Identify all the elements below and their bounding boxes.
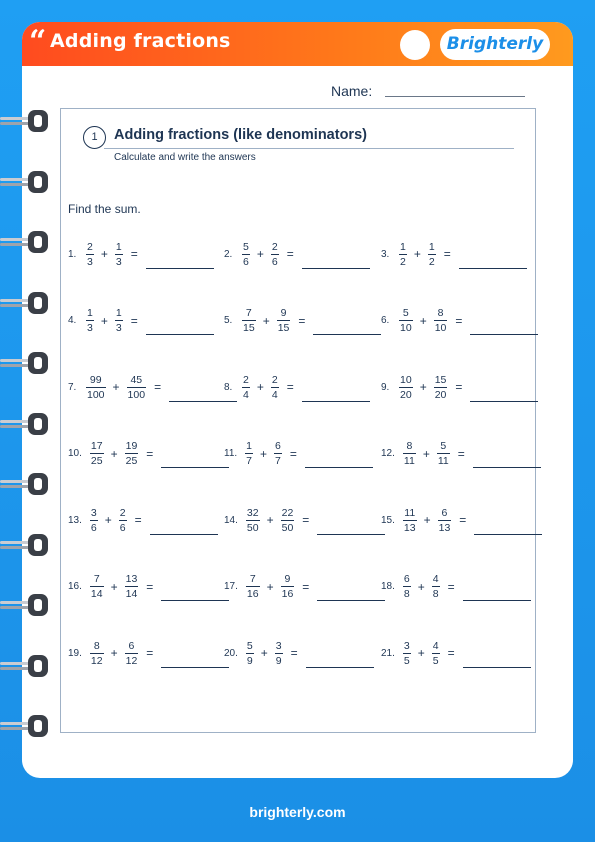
problem-number: 6.	[381, 315, 390, 326]
denominator: 13	[403, 521, 416, 534]
numerator: 5	[246, 639, 253, 652]
problem-item	[68, 434, 229, 474]
numerator: 1	[400, 240, 406, 253]
numerator: 5	[440, 440, 447, 452]
fraction-b	[271, 374, 279, 401]
denominator: 13	[438, 521, 451, 534]
spiral-ring-icon	[0, 411, 52, 437]
denominator: 15	[243, 322, 255, 334]
denominator: 6	[243, 255, 249, 268]
numerator: 8	[93, 639, 100, 652]
plus-sign: +	[256, 380, 264, 394]
answer-field[interactable]	[161, 453, 229, 468]
problem-number: 21.	[381, 647, 395, 659]
answer-field[interactable]	[302, 254, 370, 269]
spiral-ring-icon	[0, 713, 52, 739]
fraction-b	[432, 573, 440, 600]
plus-sign: +	[112, 380, 120, 394]
numerator: 7	[245, 307, 252, 319]
denominator: 25	[125, 455, 138, 467]
answer-field[interactable]	[317, 520, 385, 535]
fraction-a	[245, 440, 253, 467]
problem-number: 8.	[224, 381, 233, 393]
answer-field[interactable]	[161, 653, 229, 668]
plus-sign: +	[417, 646, 425, 660]
denominator: 8	[432, 588, 439, 600]
denominator: 50	[246, 521, 259, 534]
denominator: 10	[434, 322, 447, 334]
numerator: 5	[243, 240, 249, 253]
problem-item	[381, 301, 538, 341]
fraction-a	[86, 374, 106, 401]
fraction-b	[434, 307, 448, 334]
numerator: 9	[284, 573, 291, 585]
numerator: 4	[432, 639, 439, 652]
denominator: 8	[403, 588, 410, 600]
equals-sign: =	[286, 247, 294, 261]
answer-field[interactable]	[146, 254, 214, 269]
worksheet-title	[29, 24, 231, 59]
problem-item	[68, 234, 214, 274]
equals-sign: =	[302, 513, 310, 527]
spiral-ring-icon	[0, 229, 52, 255]
fraction-b	[277, 307, 291, 334]
fraction-a	[90, 573, 104, 600]
problem-item	[381, 367, 538, 407]
answer-field[interactable]	[473, 453, 541, 468]
denominator: 11	[403, 455, 415, 467]
numerator: 2	[87, 240, 93, 253]
fraction-b	[434, 374, 448, 401]
numerator: 3	[90, 506, 97, 519]
plus-sign: +	[422, 446, 430, 461]
problem-item	[381, 500, 542, 540]
fraction-b	[438, 507, 452, 534]
plus-sign: +	[104, 513, 112, 527]
denominator: 50	[281, 521, 294, 534]
numerator: 11	[404, 506, 416, 519]
equals-sign: =	[286, 380, 294, 394]
equals-sign: =	[154, 380, 162, 394]
fraction-a	[90, 507, 98, 534]
numerator: 6	[128, 639, 135, 652]
fraction-a	[246, 573, 260, 600]
denominator: 14	[90, 588, 103, 600]
problem-number: 11.	[224, 448, 238, 459]
denominator: 25	[90, 455, 103, 467]
fraction-a	[242, 241, 250, 268]
problem-item	[68, 500, 218, 540]
equals-sign: =	[447, 579, 455, 594]
denominator: 2	[428, 255, 435, 268]
numerator: 6	[441, 506, 448, 519]
numerator: 5	[402, 307, 409, 319]
numerator: 22	[281, 506, 294, 519]
fraction-b	[125, 640, 139, 667]
name-label: Name:	[331, 83, 373, 99]
problem-number: 15.	[381, 514, 395, 526]
plus-sign: +	[260, 446, 268, 461]
fraction-b	[428, 241, 436, 268]
fraction-a	[403, 507, 417, 534]
answer-field[interactable]	[313, 320, 381, 335]
answer-field[interactable]	[306, 653, 374, 668]
spiral-ring-icon	[0, 532, 52, 558]
numerator: 7	[93, 573, 100, 585]
equals-sign: =	[455, 313, 463, 328]
equals-sign: =	[457, 446, 465, 461]
denominator: 6	[271, 255, 278, 268]
denominator: 6	[119, 521, 126, 534]
numerator: 1	[246, 440, 253, 452]
equals-sign: =	[130, 247, 138, 261]
answer-field[interactable]	[474, 520, 542, 535]
answer-field[interactable]	[161, 586, 229, 601]
answer-field[interactable]	[305, 453, 373, 468]
problem-number: 4.	[68, 315, 77, 326]
fraction-b	[281, 507, 295, 534]
numerator: 1	[115, 307, 122, 319]
problem-number: 19.	[68, 647, 82, 659]
problem-item	[224, 567, 385, 607]
numerator: 8	[406, 440, 413, 452]
equals-sign: =	[455, 380, 463, 394]
numerator: 3	[275, 639, 282, 652]
equals-sign: =	[146, 579, 154, 594]
equals-sign: =	[298, 313, 306, 328]
numerator: 3	[403, 639, 410, 652]
footer-website: brighterly.com	[249, 804, 346, 820]
answer-field[interactable]	[459, 254, 527, 269]
spiral-ring-icon	[0, 592, 52, 618]
fraction-b	[275, 640, 283, 667]
problem-number: 5.	[224, 315, 233, 326]
problem-number: 12.	[381, 448, 395, 459]
fraction-a	[403, 440, 416, 467]
plus-sign: +	[256, 247, 264, 261]
denominator: 12	[90, 654, 103, 667]
section-title: Adding fractions (like denominators)	[114, 127, 367, 143]
fraction-a	[90, 640, 104, 667]
spiral-ring-icon	[0, 471, 52, 497]
problem-item	[381, 633, 531, 673]
denominator: 12	[125, 654, 138, 667]
denominator: 4	[271, 388, 278, 401]
header-band	[22, 22, 573, 66]
fraction-a	[399, 241, 407, 268]
fraction-b	[437, 440, 450, 467]
plus-sign: +	[110, 646, 118, 660]
denominator: 14	[125, 588, 138, 600]
problem-number: 16.	[68, 581, 82, 592]
spiral-ring-icon	[0, 350, 52, 376]
problem-item	[224, 234, 370, 274]
numerator: 1	[115, 240, 122, 253]
spiral-ring-icon	[0, 653, 52, 679]
answer-field[interactable]	[463, 586, 531, 601]
denominator: 3	[115, 322, 122, 334]
fraction-a	[86, 241, 94, 268]
spiral-ring-icon	[0, 108, 52, 134]
denominator: 20	[434, 388, 447, 401]
problem-number: 13.	[68, 514, 82, 526]
denominator: 16	[246, 588, 259, 600]
plus-sign: +	[260, 646, 268, 660]
denominator: 5	[403, 654, 410, 667]
plus-sign: +	[419, 380, 427, 394]
section-number: 1	[83, 126, 106, 149]
denominator: 5	[432, 654, 439, 667]
fraction-a	[399, 374, 413, 401]
fraction-a	[90, 440, 104, 467]
fraction-b	[115, 307, 123, 334]
numerator: 6	[275, 440, 281, 452]
section-divider	[104, 148, 514, 149]
numerator: 9	[280, 307, 287, 319]
plus-sign: +	[419, 313, 427, 328]
fraction-a	[403, 573, 411, 600]
fraction-b	[125, 440, 139, 467]
numerator: 2	[119, 506, 126, 519]
problem-number: 3.	[381, 248, 390, 260]
fraction-a	[246, 640, 254, 667]
brand-logo-text: Brighterly	[446, 34, 544, 54]
plus-sign: +	[413, 247, 421, 261]
numerator: 99	[89, 373, 102, 386]
numerator: 1	[428, 240, 435, 253]
problem-item	[68, 367, 237, 407]
problem-item	[381, 567, 531, 607]
problem-number: 7.	[68, 381, 77, 393]
problem-item	[68, 633, 229, 673]
numerator: 19	[125, 440, 138, 452]
equals-sign: =	[447, 646, 455, 660]
problem-number: 9.	[381, 381, 390, 393]
denominator: 100	[87, 388, 105, 401]
fraction-b	[281, 573, 295, 600]
numerator: 15	[434, 373, 447, 386]
equals-sign: =	[134, 513, 142, 527]
plus-sign: +	[266, 579, 274, 594]
answer-field[interactable]	[317, 586, 385, 601]
fraction-a	[246, 507, 260, 534]
instruction-text: Find the sum.	[68, 202, 141, 216]
numerator: 7	[249, 573, 256, 585]
numerator: 17	[90, 440, 103, 452]
plus-sign: +	[266, 513, 274, 527]
problem-number: 14.	[224, 514, 238, 526]
fraction-b	[125, 573, 139, 600]
problem-number: 17.	[224, 581, 238, 592]
problem-item	[68, 567, 229, 607]
fraction-b	[432, 640, 440, 667]
spiral-ring-icon	[0, 169, 52, 195]
denominator: 2	[400, 255, 406, 268]
problem-item	[224, 633, 374, 673]
denominator: 11	[437, 455, 449, 467]
fraction-b	[127, 374, 147, 401]
equals-sign: =	[443, 247, 451, 261]
numerator: 4	[432, 573, 439, 585]
numerator: 32	[246, 506, 259, 519]
equals-sign: =	[146, 646, 154, 660]
denominator: 3	[87, 322, 93, 334]
fraction-a	[242, 307, 256, 334]
problem-item	[224, 434, 373, 474]
answer-field[interactable]	[146, 320, 214, 335]
numerator: 8	[437, 307, 444, 319]
equals-sign: =	[290, 646, 298, 660]
numerator: 45	[130, 373, 143, 386]
denominator: 9	[246, 654, 253, 667]
plus-sign: +	[423, 513, 431, 527]
brand-logo	[440, 29, 550, 60]
problem-item	[224, 367, 370, 407]
denominator: 10	[400, 322, 412, 334]
quote-mark-icon: “	[29, 24, 47, 59]
numerator: 6	[403, 573, 410, 585]
answer-field[interactable]	[470, 387, 538, 402]
name-field[interactable]	[385, 96, 525, 97]
equals-sign: =	[146, 446, 154, 461]
denominator: 20	[400, 388, 412, 401]
denominator: 3	[115, 255, 122, 268]
equals-sign: =	[302, 579, 310, 594]
numerator: 2	[271, 240, 278, 253]
fraction-b	[271, 241, 279, 268]
denominator: 7	[246, 455, 253, 467]
plus-sign: +	[110, 579, 118, 594]
fraction-b	[119, 507, 127, 534]
problem-number: 20.	[224, 647, 238, 659]
problem-number: 1.	[68, 248, 77, 260]
fraction-a	[86, 307, 94, 334]
problem-number: 2.	[224, 248, 233, 260]
denominator: 9	[275, 654, 282, 667]
spiral-ring-icon	[0, 290, 52, 316]
denominator: 3	[87, 255, 93, 268]
problem-item	[68, 301, 214, 341]
header-circle-icon	[400, 30, 430, 60]
section-subtitle: Calculate and write the answers	[114, 152, 256, 163]
denominator: 16	[281, 588, 294, 600]
denominator: 7	[275, 455, 281, 467]
denominator: 6	[90, 521, 97, 534]
numerator: 13	[125, 573, 138, 585]
plus-sign: +	[417, 579, 425, 594]
fraction-a	[403, 640, 411, 667]
problem-item	[224, 301, 381, 341]
equals-sign: =	[459, 513, 467, 527]
numerator: 10	[400, 373, 412, 386]
problem-number: 10.	[68, 448, 82, 459]
denominator: 100	[127, 388, 146, 401]
answer-field[interactable]	[470, 320, 538, 335]
plus-sign: +	[100, 313, 108, 328]
plus-sign: +	[110, 446, 118, 461]
equals-sign: =	[130, 313, 138, 328]
problem-item	[381, 434, 541, 474]
numerator: 2	[243, 373, 249, 386]
answer-field[interactable]	[150, 520, 218, 535]
denominator: 15	[277, 322, 290, 334]
worksheet-title-text: Adding fractions	[50, 30, 231, 52]
problem-item	[224, 500, 385, 540]
equals-sign: =	[289, 446, 297, 461]
fraction-b	[274, 440, 282, 467]
problem-item	[381, 234, 527, 274]
denominator: 4	[243, 388, 249, 401]
numerator: 1	[87, 307, 93, 319]
plus-sign: +	[262, 313, 270, 328]
fraction-a	[242, 374, 250, 401]
fraction-b	[115, 241, 123, 268]
answer-field[interactable]	[463, 653, 531, 668]
answer-field[interactable]	[302, 387, 370, 402]
plus-sign: +	[100, 247, 108, 261]
fraction-a	[399, 307, 413, 334]
problem-number: 18.	[381, 581, 395, 592]
numerator: 2	[271, 373, 278, 386]
